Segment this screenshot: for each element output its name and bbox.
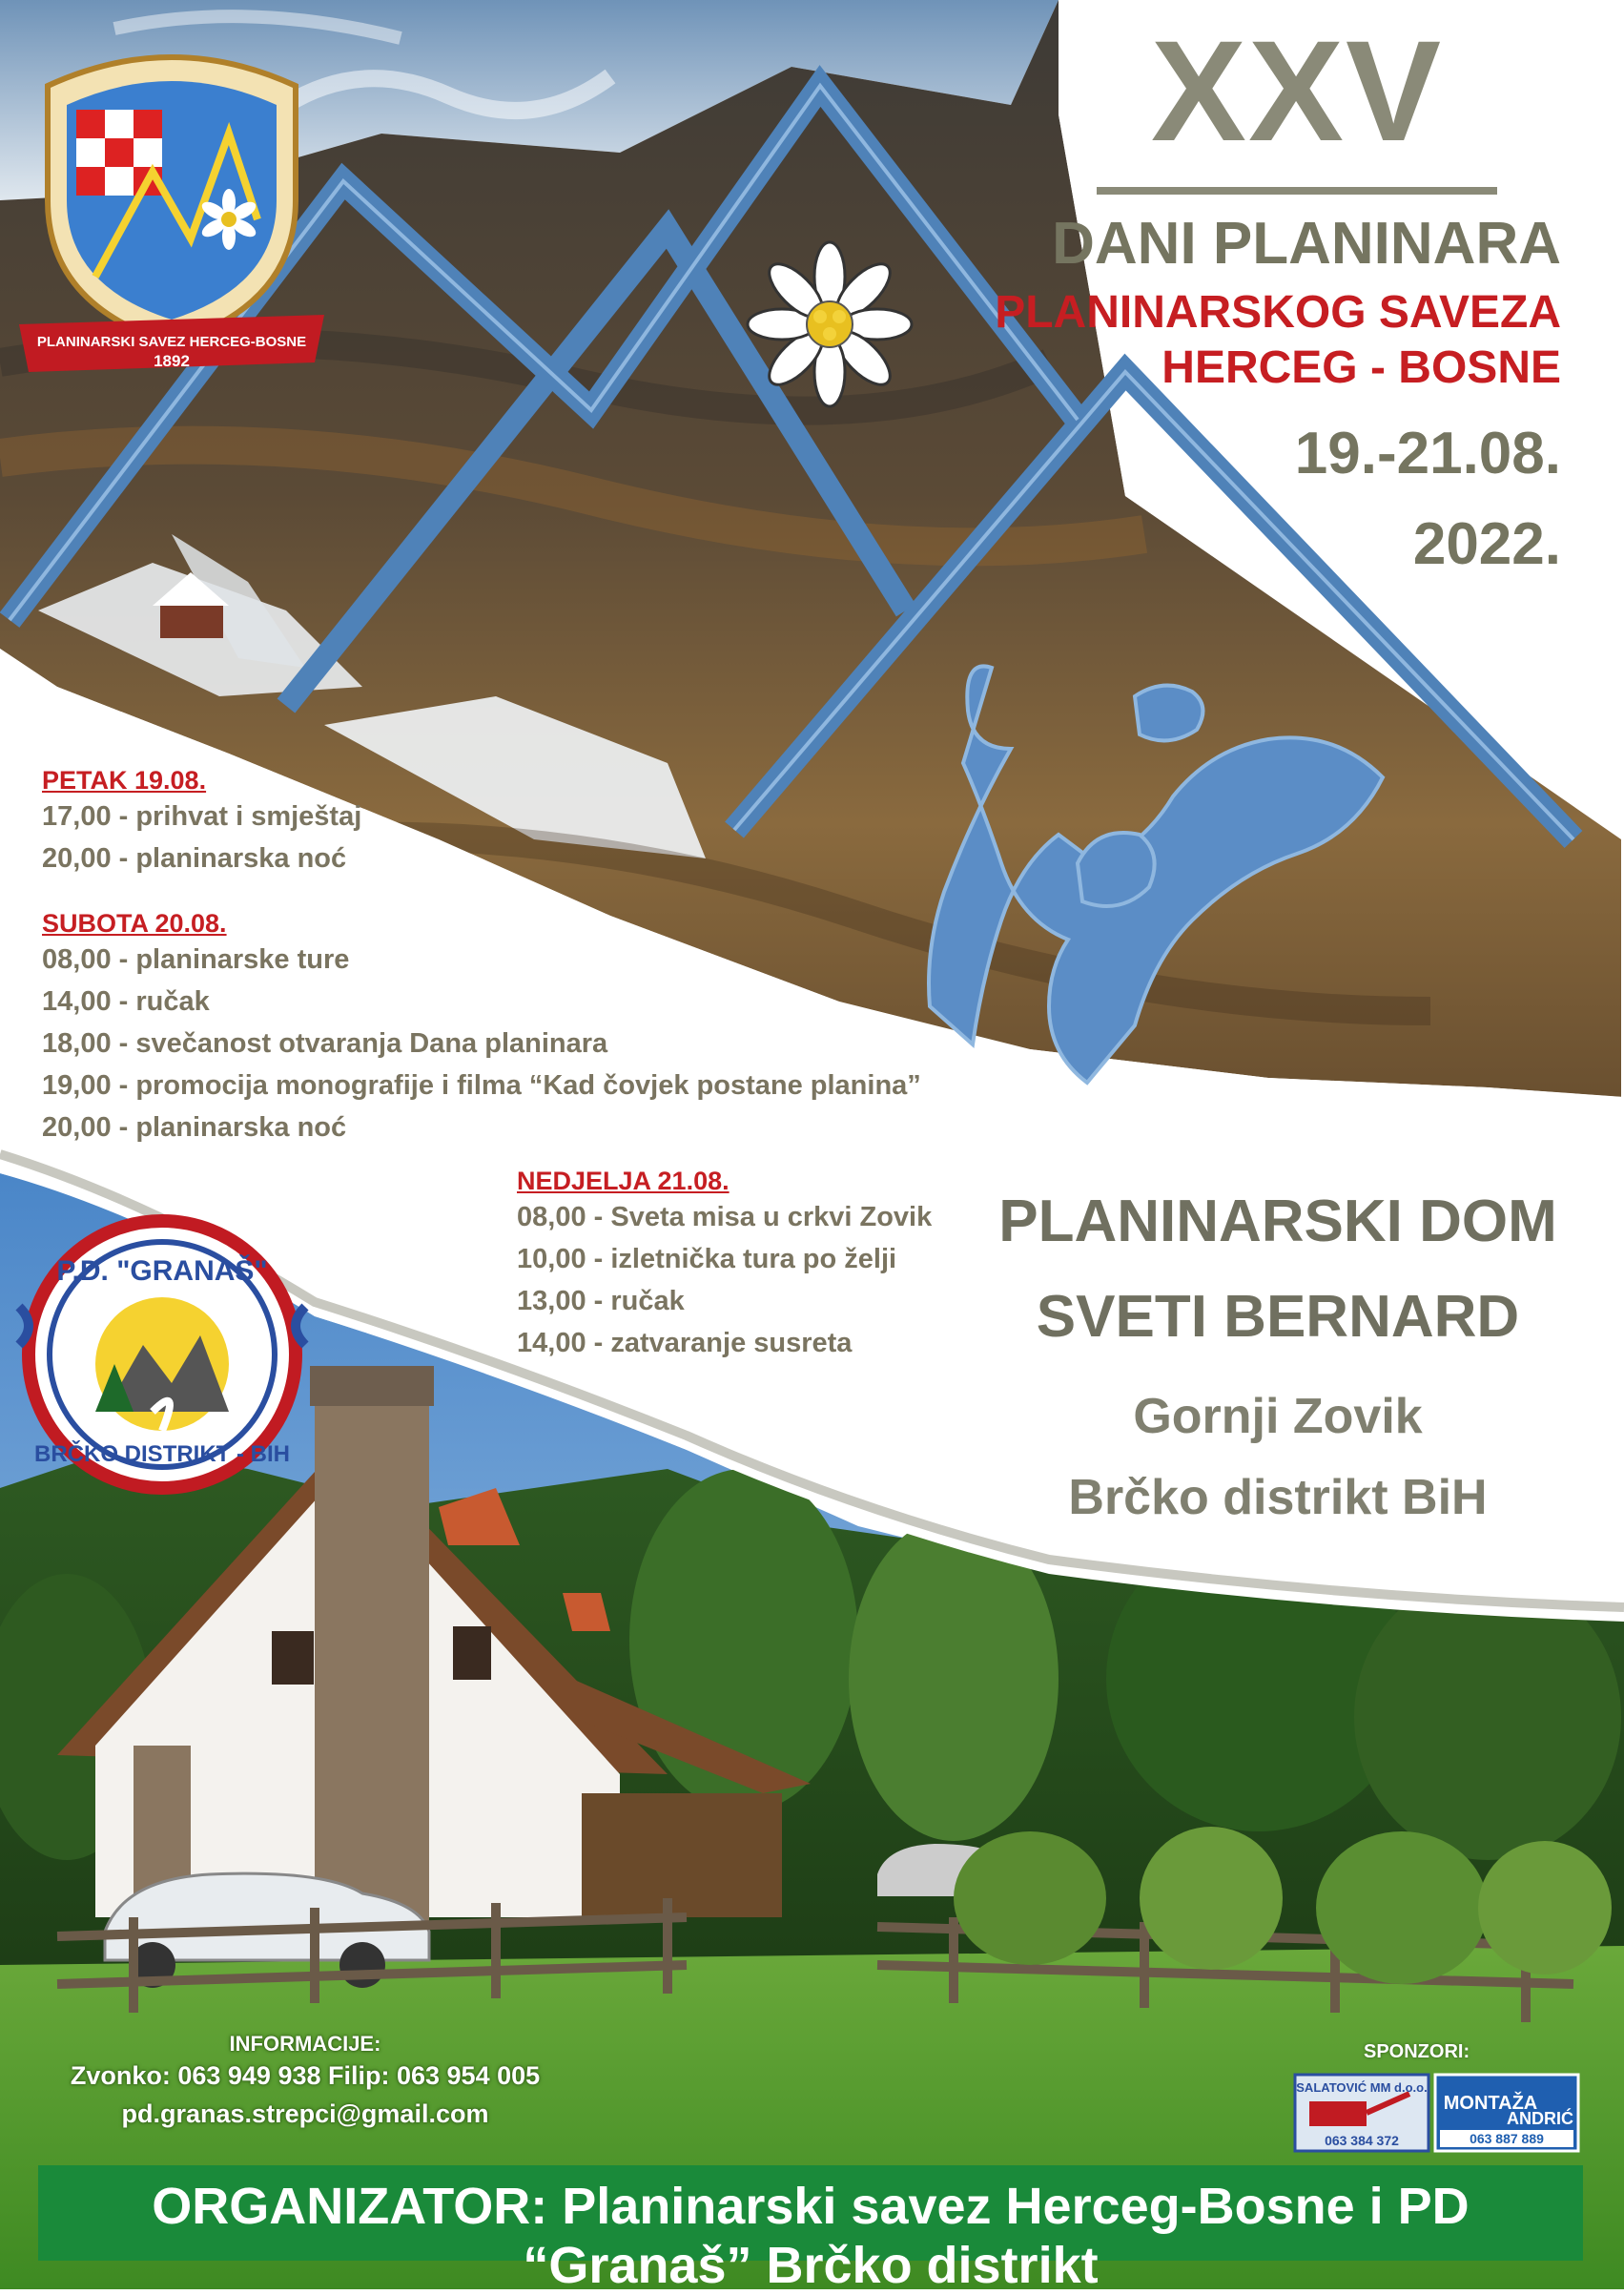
club-logo-bottom-text: BRČKO DISTRIKT - BIH bbox=[34, 1441, 290, 1467]
event-number: XXV bbox=[1150, 10, 1444, 171]
schedule-saturday bbox=[42, 901, 921, 1148]
sponsor-logo-salatovic bbox=[1295, 2075, 1429, 2151]
schedule-day-label: NEDJELJA 21.08. bbox=[517, 1167, 730, 1195]
sponsor2-name-b: ANDRIĆ bbox=[1507, 2109, 1573, 2128]
contact-heading: INFORMACIJE: bbox=[229, 2032, 381, 2056]
schedule-item: 19,00 - promocija monografije i filma “Kad čovjek postane planina” bbox=[42, 1070, 921, 1101]
schedule-item: 20,00 - planinarska noć bbox=[42, 843, 347, 874]
schedule-sunday bbox=[517, 1159, 932, 1364]
contact-info bbox=[38, 2032, 572, 2133]
schedule-item: 14,00 - ručak bbox=[42, 986, 210, 1017]
schedule-day-label: PETAK 19.08. bbox=[42, 766, 207, 795]
schedule-item: 20,00 - planinarska noć bbox=[42, 1112, 347, 1143]
title-divider bbox=[1097, 187, 1497, 195]
venue-name-2: SVETI BERNARD bbox=[1036, 1284, 1520, 1350]
schedule-friday bbox=[42, 758, 361, 879]
sponsor1-phone: 063 384 372 bbox=[1325, 2133, 1399, 2148]
sponsor2-name-a: MONTAŽA bbox=[1443, 2093, 1538, 2114]
federation-shield-logo bbox=[19, 57, 324, 372]
sponsor2-phone: 063 887 889 bbox=[1470, 2131, 1544, 2146]
schedule-item: 18,00 - svečanost otvaranja Dana planinara bbox=[42, 1028, 608, 1059]
venue-name-1: PLANINARSKI DOM bbox=[998, 1189, 1557, 1254]
contact-phones: Zvonko: 063 949 938 Filip: 063 954 005 bbox=[70, 2061, 541, 2090]
schedule-item: 08,00 - Sveta misa u crkvi Zovik bbox=[517, 1202, 933, 1232]
shield-ribbon-text: PLANINARSKI SAVEZ HERCEG-BOSNE bbox=[36, 334, 307, 350]
sponsor-logo-andric bbox=[1435, 2075, 1578, 2151]
club-round-logo bbox=[19, 1221, 305, 1488]
venue-region: Brčko distrikt BiH bbox=[1068, 1470, 1488, 1525]
shield-year-text: 1892 bbox=[154, 352, 190, 370]
edelweiss-icon bbox=[748, 242, 912, 406]
club-logo-top-text: P.D. "GRANAŠ" bbox=[56, 1255, 268, 1287]
event-year: 2022. bbox=[1412, 511, 1561, 577]
sponsor1-name: SALATOVIĆ MM d.o.o. bbox=[1296, 2080, 1428, 2095]
schedule-item: 17,00 - prihvat i smještaj bbox=[42, 801, 362, 832]
event-title: DANI PLANINARA bbox=[1052, 211, 1561, 277]
schedule-item: 08,00 - planinarske ture bbox=[42, 944, 350, 975]
venue-place: Gornji Zovik bbox=[1133, 1389, 1423, 1444]
schedule-item: 13,00 - ručak bbox=[517, 1286, 685, 1316]
contact-email: pd.granas.strepci@gmail.com bbox=[121, 2099, 489, 2128]
event-subtitle-2: HERCEG - BOSNE bbox=[1161, 342, 1561, 393]
organizer-text: ORGANIZATOR: Planinarski savez Herceg-Bosne i PD “Granaš” Brčko distrikt bbox=[152, 2178, 1470, 2294]
event-dates: 19.-21.08. bbox=[1294, 421, 1561, 486]
event-subtitle-1: PLANINARSKOG SAVEZA bbox=[995, 287, 1561, 338]
sponsors-heading: SPONZORI: bbox=[1364, 2041, 1470, 2062]
schedule-item: 10,00 - izletnička tura po želji bbox=[517, 1244, 897, 1274]
schedule-item: 14,00 - zatvaranje susreta bbox=[517, 1328, 853, 1358]
schedule-day-label: SUBOTA 20.08. bbox=[42, 909, 227, 938]
